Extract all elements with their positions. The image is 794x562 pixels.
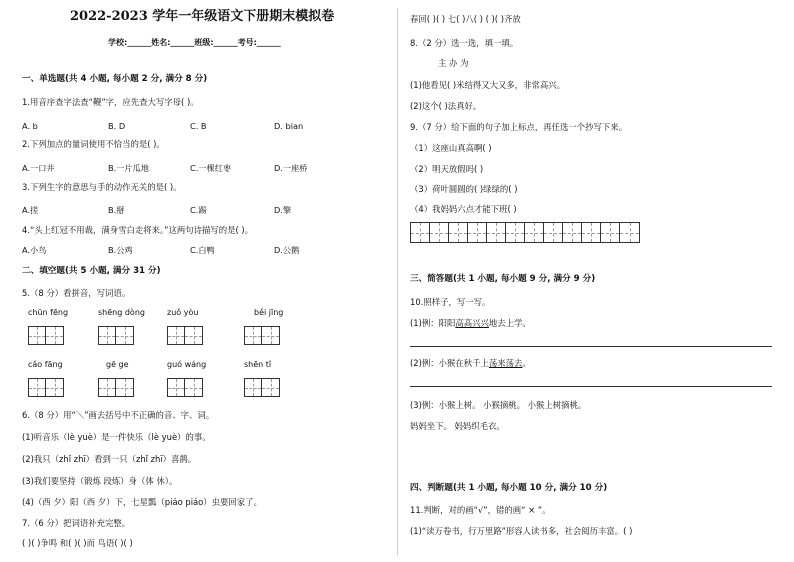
writing-grid[interactable] xyxy=(167,378,203,397)
q2-option-b: B.一片瓜地 xyxy=(108,163,149,173)
pinyin-label: běi jīng xyxy=(254,308,284,317)
writing-grid[interactable] xyxy=(244,326,280,345)
pinyin-label: gē ge xyxy=(106,360,129,369)
example-2-underlined: 荡来荡去 xyxy=(488,358,523,368)
q1-option-c: C. B xyxy=(190,121,207,131)
example-1-suffix: 地去上学。 xyxy=(488,318,531,328)
writing-grid[interactable] xyxy=(98,326,134,345)
pinyin-label: guó wáng xyxy=(167,360,207,369)
question-8-word-bank: 主 办 为 xyxy=(438,58,469,68)
q3-option-a: A.搓 xyxy=(22,205,39,215)
example-2 xyxy=(410,358,531,369)
pinyin-label: shēn tǐ xyxy=(244,360,272,369)
question-4: 4.“头上红冠不用裁，满身雪白走将来。”这两句诗描写的是( )。 xyxy=(22,225,254,235)
q4-option-d: D.公鹅 xyxy=(274,245,300,255)
writing-grid[interactable] xyxy=(28,378,64,397)
question-6-line-4: (4)（西 夕）阳（西 夕）下，七星瓢（piáo piáo）虫要回家了。 xyxy=(22,497,262,507)
question-8: 8.（2 分）选一选，填一填。 xyxy=(410,38,519,48)
question-9-line-4: （4）我妈妈六点才能下班( ) xyxy=(410,204,517,214)
pinyin-label: shēng dòng xyxy=(98,308,145,317)
question-1: 1.用音序查字法查“鞭”字，应先查大写字母( )。 xyxy=(22,97,199,107)
section-3-heading: 三、简答题(共 1 小题, 每小题 9 分, 满分 9 分) xyxy=(410,274,596,284)
question-9-line-1: （1）这座山真高啊( ) xyxy=(410,143,492,153)
section-4-heading: 四、判断题(共 1 小题, 每小题 10 分, 满分 10 分) xyxy=(410,483,608,493)
q2-option-d: D.一座桥 xyxy=(274,163,308,173)
q2-option-a: A.一口井 xyxy=(22,163,55,173)
question-9: 9.（7 分）给下面的句子加上标点，再任选一个抄写下来。 xyxy=(410,122,627,132)
writing-grid[interactable] xyxy=(244,378,280,397)
question-6-line-2: (2)我只（zhǐ zhī）看到一只（zhǐ zhī）喜鹊。 xyxy=(22,454,197,464)
example-1-prefix: (1)例：阳阳 xyxy=(410,318,456,328)
q4-option-a: A.小鸟 xyxy=(22,245,47,255)
answer-line-1[interactable] xyxy=(410,346,772,347)
question-7-line-1: ( )( )争鸣 和( )( )而 鸟语( )( ) xyxy=(22,538,133,548)
question-8-line-2: (2)这个( )法真好。 xyxy=(410,101,482,111)
section-1-heading: 一、单选题(共 4 小题, 每小题 2 分, 满分 8 分) xyxy=(22,74,208,84)
question-10: 10.照样子，写一写。 xyxy=(410,297,491,307)
q3-option-c: C.踢 xyxy=(190,205,207,215)
question-7: 7.（6 分）把词语补充完整。 xyxy=(22,518,131,528)
pinyin-label: zuǒ yòu xyxy=(167,308,199,317)
example-1-underlined: 高高兴兴 xyxy=(455,318,489,328)
q2-option-c: C.一棵红枣 xyxy=(190,163,232,173)
question-3: 3.下列生字的意思与手的动作无关的是( )。 xyxy=(22,182,182,192)
question-7-line-2: 春回( )( ) 七( )八( ) ( )( )齐放 xyxy=(410,14,521,24)
example-2-prefix: (2)例：小猴在秋千上 xyxy=(410,358,489,368)
question-9-line-2: （2）明天放假吗( ) xyxy=(410,164,484,174)
q4-option-c: C.白鸭 xyxy=(190,245,215,255)
q1-option-b: B. D xyxy=(108,121,126,131)
copy-writing-grid[interactable] xyxy=(410,222,640,243)
question-6-line-1: (1)听音乐（lè yuè）是一件快乐（lè yuè）的事。 xyxy=(22,432,211,442)
page-title: 2022-2023 学年一年级语文下册期末模拟卷 xyxy=(70,9,335,24)
writing-grid[interactable] xyxy=(28,326,64,345)
example-3-line-2: 妈妈坐下。 妈妈织毛衣。 xyxy=(410,421,505,431)
q1-option-a: A. b xyxy=(22,121,38,131)
pinyin-label: chūn fēng xyxy=(28,308,69,317)
writing-grid[interactable] xyxy=(167,326,203,345)
question-2: 2.下列加点的量词使用不恰当的是( )。 xyxy=(22,139,165,149)
question-8-line-1: (1)他看见( )米结得又大又多，非常高兴。 xyxy=(410,80,566,90)
section-2-heading: 二、填空题(共 5 小题, 满分 31 分) xyxy=(22,266,161,276)
question-11: 11.判断，对的画“√”，错的画“ × ”。 xyxy=(410,505,551,515)
example-3: (3)例：小猴上树。 小猴摘桃。 小猴上树摘桃。 xyxy=(410,400,587,410)
q1-option-d: D. bian xyxy=(274,121,304,131)
pinyin-label: cǎo fāng xyxy=(28,360,63,369)
question-6: 6.（8 分）用“＼”画去括号中不正确的音、字、词。 xyxy=(22,410,215,420)
q3-option-b: B.掰 xyxy=(108,205,125,215)
student-info: 学校:______姓名:______班级:______考号:______ xyxy=(108,38,281,47)
example-2-suffix: 。 xyxy=(522,358,531,368)
answer-line-2[interactable] xyxy=(410,386,772,387)
question-11-line-1: (1)“读万卷书，行万里路”形容人读书多，社会阅历丰富。( ) xyxy=(410,526,633,536)
question-9-line-3: （3）荷叶圆圆的( )绿绿的( ) xyxy=(410,184,518,194)
writing-grid[interactable] xyxy=(98,378,134,397)
column-divider xyxy=(397,8,398,556)
q3-option-d: D.擎 xyxy=(274,205,292,215)
example-1 xyxy=(410,318,531,329)
question-5: 5.（8 分）看拼音，写词语。 xyxy=(22,288,131,298)
question-6-line-3: (3)我们要坚持（锻炼 段炼）身（体 休）。 xyxy=(22,476,178,486)
q4-option-b: B.公鸡 xyxy=(108,245,133,255)
